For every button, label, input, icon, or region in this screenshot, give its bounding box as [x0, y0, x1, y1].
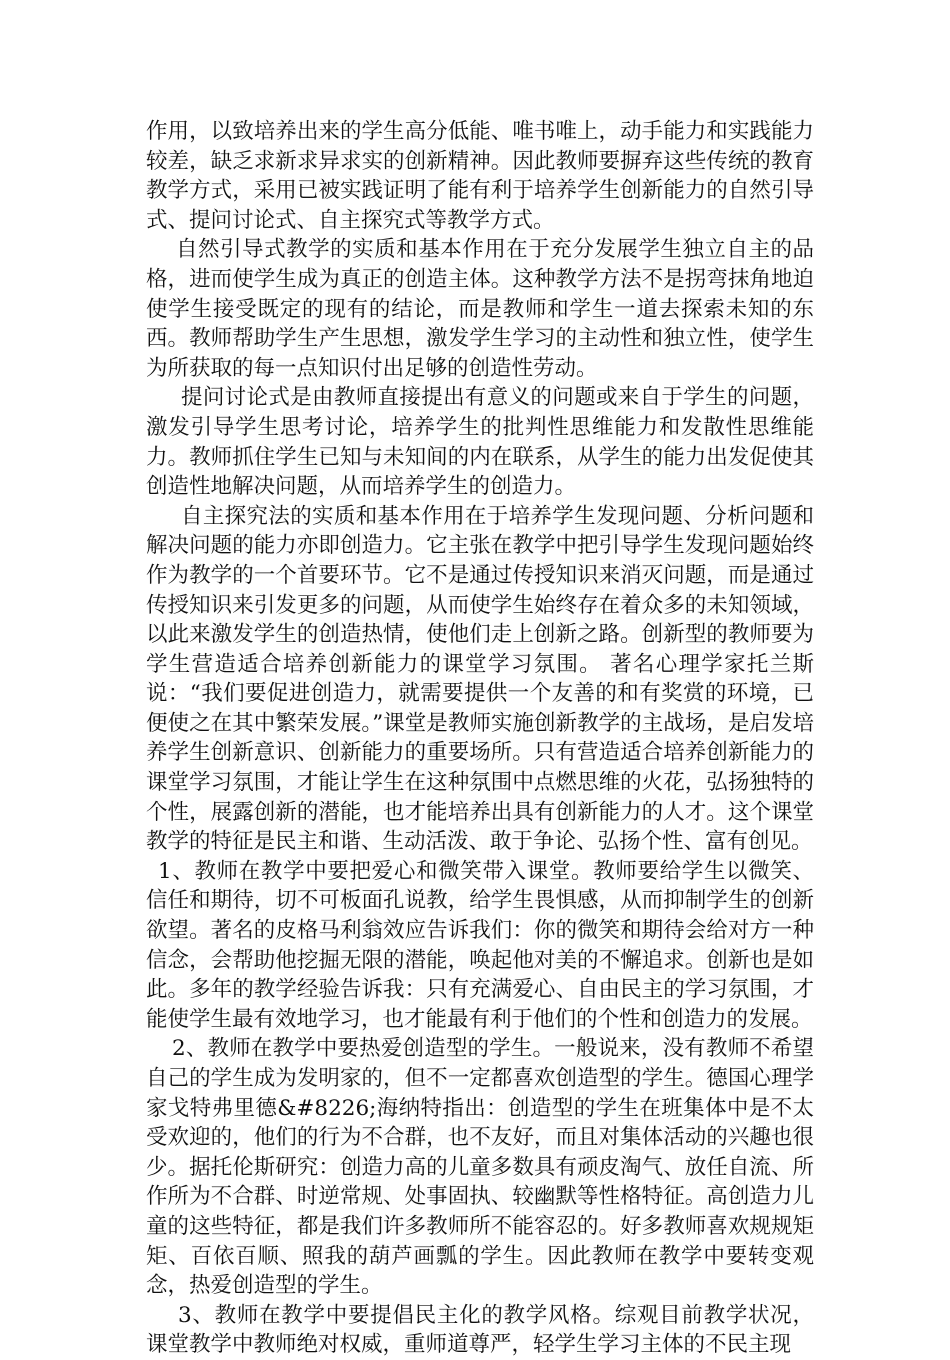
document-body: [146, 117, 814, 1360]
paragraph-point-2: 2、教师在教学中要热爱创造型的学生。一般说来，没有教师不希望自己的学生成为发明家的，但不一定都喜欢创造型的学生。德国心理学家戈特弗里德&#8226;海纳特指出：创造型的学生在班集体中是不太受欢迎的，他们的行为不合群，也不友好，而且对集体活动的兴趣也很少。据托伦斯研究：创造力高的儿童多数具有顽皮淘气、放任自流、所作所为不合群、时逆常规、处事固执、较幽默等性格特征。高创造力儿童的这些特征，都是我们许多教师所不能容忍的。好多教师喜欢规规矩矩、百依百顺、照我的葫芦画瓢的学生。因此教师在教学中要转变观念，热爱创造型的学生。: [146, 1036, 814, 1299]
paragraph-teaching-methods-intro: 作用，以致培养出来的学生高分低能、唯书唯上，动手能力和实践能力较差，缺乏求新求异求实的创新精神。因此教师要摒弃这些传统的教育教学方式，采用已被实践证明了能有利于培养学生创新能力的自然引导式、提问讨论式、自主探究式等教学方式。: [146, 119, 814, 233]
paragraph-question-discussion: 提问讨论式是由教师直接提出有意义的问题或来自于学生的问题，激发引导学生思考讨论，培养学生的批判性思维能力和发散性思维能力。教师抓住学生已知与未知间的内在联系，从学生的能力出发促使其创造性地解决问题，从而培养学生的创造力。: [146, 385, 814, 500]
paragraph-point-3: 3、教师在教学中要提倡民主化的教学风格。综观目前教学状况，课堂教学中教师绝对权威，重师道尊严，轻学生学习主体的不民主现: [146, 1302, 814, 1358]
paragraph-self-exploration: 自主探究法的实质和基本作用在于培养学生发现问题、分析问题和解决问题的能力亦即创造力。它主张在教学中把引导学生发现问题始终作为教学的一个首要环节。它不是通过传授知识来消灭问题，而是通过传授知识来引发更多的问题，从而使学生始终存在着众多的未知领域，以此来激发学生的创造热情，使他们走上创新之路。创新型的教师要为学生营造适合培养创新能力的课堂学习氛围。 著名心理学家托兰斯说：“我们要促进创造力，就需要提供一个友善的和有奖赏的环境，已便使之在其中繁荣发展。”课堂是教师实施创新教学的主战场，是启发培养学生创新意识、创新能力的重要场所。只有营造适合培养创新能力的课堂学习氛围，才能让学生在这种氛围中点燃思维的火花，弘扬独特的个性，展露创新的潜能，也才能培养出具有创新能力的人才。这个课堂教学的特征是民主和谐、生动活泼、敢于争论、弘扬个性、富有创见。: [146, 503, 814, 855]
paragraph-natural-guidance: 自然引导式教学的实质和基本作用在于充分发展学生独立自主的品格，进而使学生成为真正的创造主体。这种教学方法不是拐弯抹角地迫使学生接受既定的现有的结论，而是教师和学生一道去探索未知的东西。教师帮助学生产生思想，激发学生学习的主动性和独立性，使学生为所获取的每一点知识付出足够的创造性劳动。: [146, 237, 814, 381]
paragraph-point-1: 1、教师在教学中要把爱心和微笑带入课堂。教师要给学生以微笑、信任和期待，切不可板面孔说教，给学生畏惧感，从而抑制学生的创新欲望。著名的皮格马利翁效应告诉我们：你的微笑和期待会给对方一种信念，会帮助他挖掘无限的潜能，唤起他对美的不懈追求。创新也是如此。多年的教学经验告诉我：只有充满爱心、自由民主的学习氛围，才能使学生最有效地学习，也才能最有利于他们的个性和创造力的发展。: [146, 858, 814, 1032]
